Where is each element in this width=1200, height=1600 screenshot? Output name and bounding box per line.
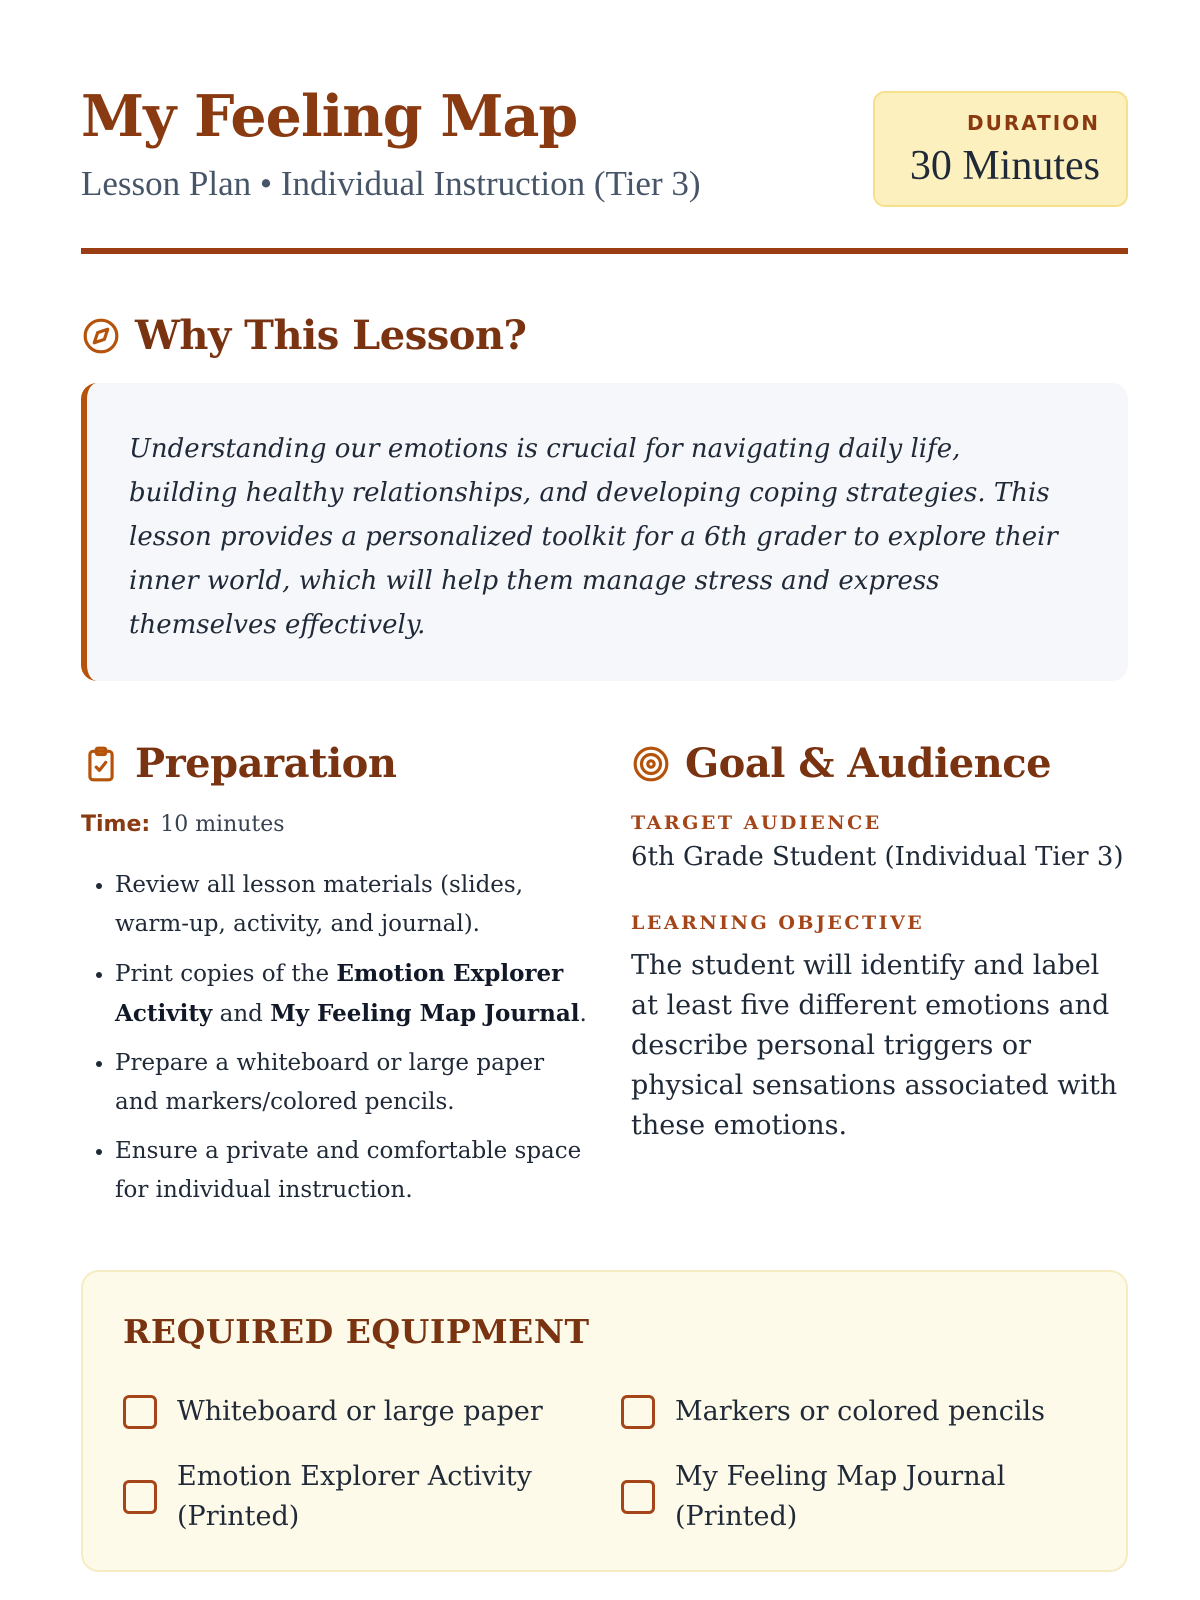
page-subtitle: Lesson Plan • Individual Instruction (Tier 3) bbox=[81, 164, 701, 203]
page-title: My Feeling Map bbox=[81, 83, 578, 150]
equipment-checkbox[interactable] bbox=[621, 1480, 655, 1514]
equipment-item-label: Emotion Explorer Activity (Printed) bbox=[177, 1461, 532, 1532]
target-icon bbox=[631, 744, 671, 784]
why-quote bbox=[81, 383, 1128, 681]
prep-list bbox=[81, 866, 591, 1220]
list-item: • Ensure a private and comfortable space for individual instruction. bbox=[115, 1132, 591, 1210]
why-text: Understanding our emotions is crucial for navigating daily life, building healthy relationships, and developing coping strategies. This lesson provides a personalized toolkit for a 6th grader to explore their inner world, which will help them manage stress and express themselves effectively. bbox=[129, 434, 1058, 640]
equipment-item[interactable] bbox=[621, 1457, 1021, 1537]
header bbox=[81, 82, 1128, 252]
equipment-item-label: Whiteboard or large paper bbox=[177, 1396, 543, 1427]
preparation-heading bbox=[81, 740, 396, 787]
goal-heading-text: Goal & Audience bbox=[685, 740, 1052, 787]
list-item: • Prepare a whiteboard or large paper and markers/colored pencils. bbox=[115, 1044, 591, 1122]
objective-label: LEARNING OBJECTIVE bbox=[631, 912, 925, 934]
equipment-checkbox[interactable] bbox=[123, 1395, 157, 1429]
equipment-checkbox[interactable] bbox=[123, 1480, 157, 1514]
duration-value: 30 Minutes bbox=[909, 143, 1100, 189]
goal-heading bbox=[631, 740, 1051, 787]
compass-icon bbox=[81, 316, 121, 356]
header-divider bbox=[81, 248, 1128, 254]
equipment-checkbox[interactable] bbox=[621, 1395, 655, 1429]
equipment-item-label: Markers or colored pencils bbox=[675, 1396, 1045, 1427]
audience-value: 6th Grade Student (Individual Tier 3) bbox=[631, 842, 1124, 872]
list-item: • Review all lesson materials (slides, warm-up, activity, and journal). bbox=[115, 866, 591, 944]
preparation-heading-text: Preparation bbox=[135, 740, 397, 787]
equipment-heading: REQUIRED EQUIPMENT bbox=[123, 1312, 590, 1351]
objective-value: The student will identify and label at least five different emotions and describe personal triggers or physical sensations associated with these emotions. bbox=[631, 950, 1118, 1141]
equipment-item[interactable] bbox=[621, 1392, 1045, 1432]
equipment-item-label: My Feeling Map Journal (Printed) bbox=[675, 1461, 1006, 1532]
prep-time bbox=[81, 812, 285, 837]
why-heading bbox=[81, 312, 526, 359]
duration-label: DURATION bbox=[967, 111, 1100, 135]
clipboard-check-icon bbox=[81, 744, 121, 784]
list-item: • Print copies of the Emotion Explorer Activity and My Feeling Map Journal. bbox=[115, 954, 591, 1034]
equipment-item[interactable] bbox=[123, 1392, 543, 1432]
duration-badge bbox=[873, 91, 1128, 207]
equipment-item[interactable] bbox=[123, 1457, 543, 1537]
prep-time-label: Time: bbox=[81, 812, 151, 837]
audience-label: TARGET AUDIENCE bbox=[631, 812, 882, 834]
equipment-section bbox=[81, 1270, 1128, 1572]
prep-time-value: 10 minutes bbox=[160, 812, 285, 837]
why-heading-text: Why This Lesson? bbox=[135, 312, 527, 359]
